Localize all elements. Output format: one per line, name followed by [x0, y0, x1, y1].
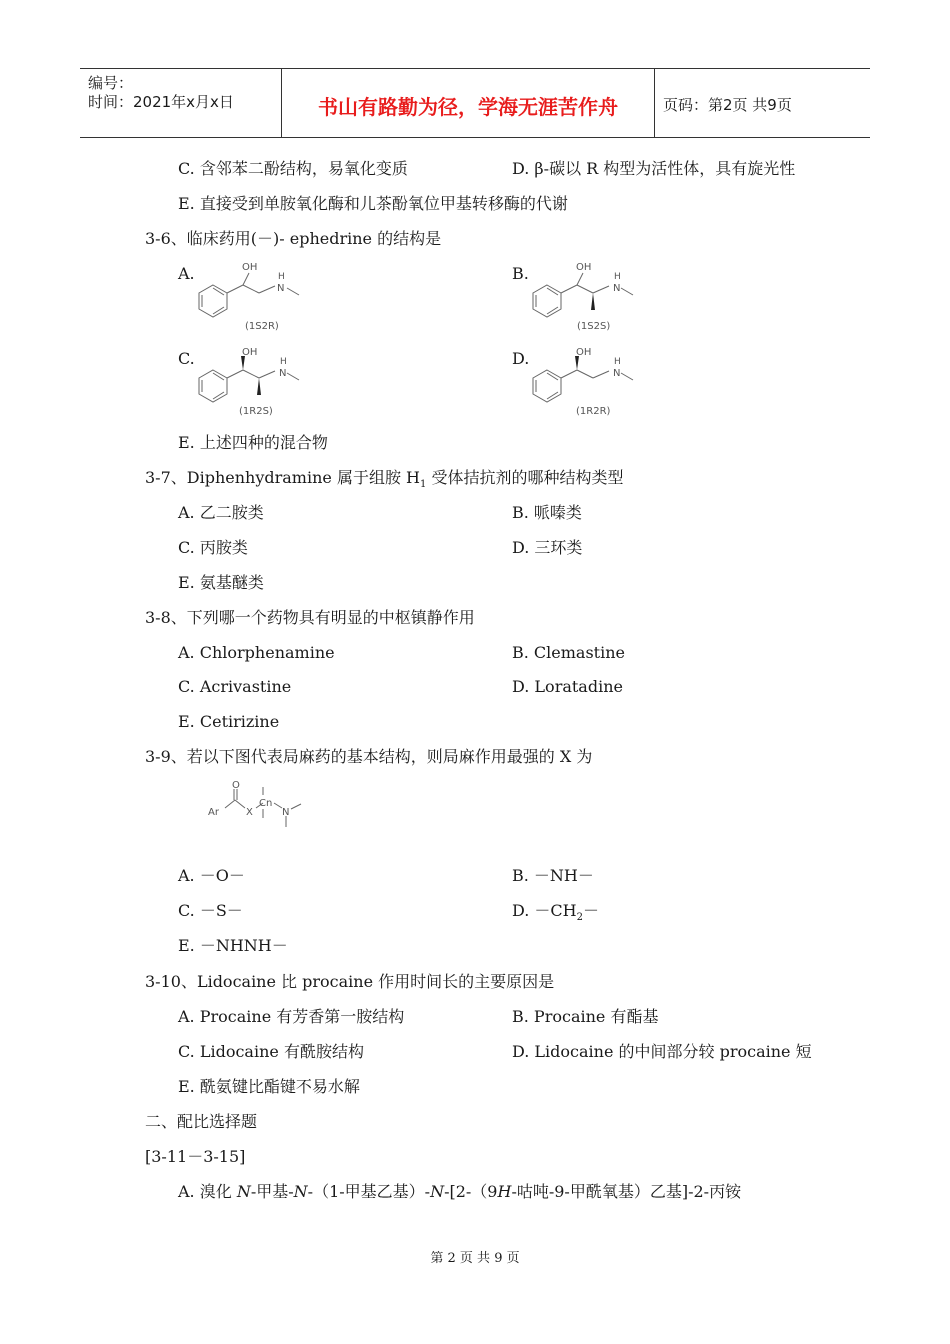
- q6-option-e: E. 上述四种的混合物: [178, 433, 328, 452]
- ephedrine-structure-d: [529, 343, 644, 421]
- text-segment: -（1-甲基乙基）-: [307, 1182, 431, 1201]
- italic-segment: N: [236, 1182, 251, 1201]
- motto: 书山有路勤为径，学海无涯苦作舟: [318, 95, 618, 119]
- oxygen-label: O: [232, 780, 240, 791]
- q10-stem: 3-10、Lidocaine 比 procaine 作用时间长的主要原因是: [145, 972, 555, 991]
- q7-option-e: E. 氨基醚类: [178, 573, 264, 592]
- italic-segment: N: [293, 1182, 308, 1201]
- ar-label: Ar: [208, 807, 219, 818]
- config-label: (1S2R): [245, 321, 279, 332]
- n-label: N: [613, 283, 621, 294]
- q6-option-a: A.: [178, 264, 195, 283]
- q7-option-d: D. 三环类: [512, 538, 583, 557]
- text-segment: -咕吨-9-甲酰氧基）乙基]-2-丙铵: [511, 1182, 742, 1201]
- q10-option-a: A. Procaine 有芳香第一胺结构: [178, 1007, 405, 1026]
- n-label: N: [282, 807, 290, 818]
- q9-option-d-subscript: 2: [576, 912, 584, 924]
- q7-option-c: C. 丙胺类: [178, 538, 248, 557]
- h-label: H: [280, 357, 287, 367]
- q8-option-b: B. Clemastine: [512, 643, 625, 662]
- q9-option-d: [512, 901, 599, 928]
- q8-option-e: E. Cetirizine: [178, 712, 280, 731]
- q5-option-e: E. 直接受到单胺氧化酶和儿茶酚氧位甲基转移酶的代谢: [178, 194, 568, 213]
- x-label: X: [246, 807, 253, 818]
- q10-option-b: B. Procaine 有酯基: [512, 1007, 659, 1026]
- q8-option-c: C. Acrivastine: [178, 677, 292, 696]
- q9-option-a: A. －O－: [178, 866, 245, 885]
- q9-option-e: E. －NHNH－: [178, 936, 288, 955]
- q9-stem: 3-9、若以下图代表局麻药的基本结构，则局麻作用最强的 X 为: [145, 747, 593, 766]
- q5-option-c: C. 含邻苯二酚结构，易氧化变质: [178, 159, 408, 178]
- q9-option-b: B. －NH－: [512, 866, 594, 885]
- page-label: 页码：第2页 共9页: [663, 96, 792, 114]
- q7-stem-subscript: 1: [420, 479, 427, 491]
- q6-stem: 3-6、临床药用(－)- ephedrine 的结构是: [145, 229, 442, 248]
- q6-option-d: D.: [512, 349, 530, 368]
- q5-option-d: D. β-碳以 R 构型为活性体，具有旋光性: [512, 159, 796, 178]
- h-label: H: [614, 272, 621, 282]
- section-title: 二、配比选择题: [145, 1112, 258, 1131]
- n-label: N: [277, 283, 285, 294]
- page-header: [80, 68, 870, 138]
- q7-stem: [145, 468, 623, 495]
- header-page-cell: [655, 69, 870, 137]
- ephedrine-structure-c: [195, 343, 310, 421]
- q10-option-d: D. Lidocaine 的中间部分较 procaine 短: [512, 1042, 812, 1061]
- number-label: 编号：: [88, 74, 134, 92]
- ephedrine-structure-a: [195, 258, 310, 336]
- text-segment: -甲基-: [250, 1182, 294, 1201]
- q10-option-e: E. 酰氨键比酯键不易水解: [178, 1077, 360, 1096]
- q7-option-b: B. 哌嗪类: [512, 503, 582, 522]
- time-label: 时间：2021年x月x日: [88, 93, 234, 111]
- oh-label: OH: [576, 347, 592, 358]
- cn-label: Cn: [259, 798, 273, 809]
- oh-label: OH: [242, 347, 258, 358]
- q11-option-a: [178, 1182, 741, 1202]
- config-label: (1R2R): [576, 406, 611, 417]
- q7-stem-text: 3-7、Diphenhydramine 属于组胺 H: [145, 468, 420, 487]
- q6-option-b: B.: [512, 264, 529, 283]
- local-anesthetic-structure: [205, 778, 310, 833]
- q7-option-a: A. 乙二胺类: [178, 503, 264, 522]
- oh-label: OH: [242, 262, 258, 273]
- header-meta-cell: [80, 69, 282, 137]
- q9-option-d-text-end: －: [583, 901, 600, 920]
- oh-label: OH: [576, 262, 592, 273]
- q7-stem-text-end: 受体拮抗剂的哪种结构类型: [426, 468, 624, 487]
- page-footer: 第 2 页 共 9 页: [430, 1251, 520, 1266]
- question-range: [3-11－3-15]: [145, 1147, 246, 1166]
- n-label: N: [613, 368, 621, 379]
- q8-option-a: A. Chlorphenamine: [178, 643, 335, 662]
- q9-option-c: C. －S－: [178, 901, 243, 920]
- h-label: H: [278, 272, 285, 282]
- config-label: (1S2S): [577, 321, 611, 332]
- q8-stem: 3-8、下列哪一个药物具有明显的中枢镇静作用: [145, 608, 475, 627]
- header-motto-cell: [282, 69, 655, 137]
- italic-segment: H: [497, 1182, 512, 1201]
- config-label: (1R2S): [239, 406, 273, 417]
- text-segment: A. 溴化: [178, 1182, 237, 1201]
- q9-option-d-text: D. －CH: [512, 901, 577, 920]
- ephedrine-structure-b: [529, 258, 644, 336]
- q10-option-c: C. Lidocaine 有酰胺结构: [178, 1042, 364, 1061]
- italic-segment: N: [430, 1182, 445, 1201]
- h-label: H: [614, 357, 621, 367]
- q8-option-d: D. Loratadine: [512, 677, 623, 696]
- q6-option-c: C.: [178, 349, 195, 368]
- text-segment: -[2-（9: [444, 1182, 498, 1201]
- n-label: N: [279, 368, 287, 379]
